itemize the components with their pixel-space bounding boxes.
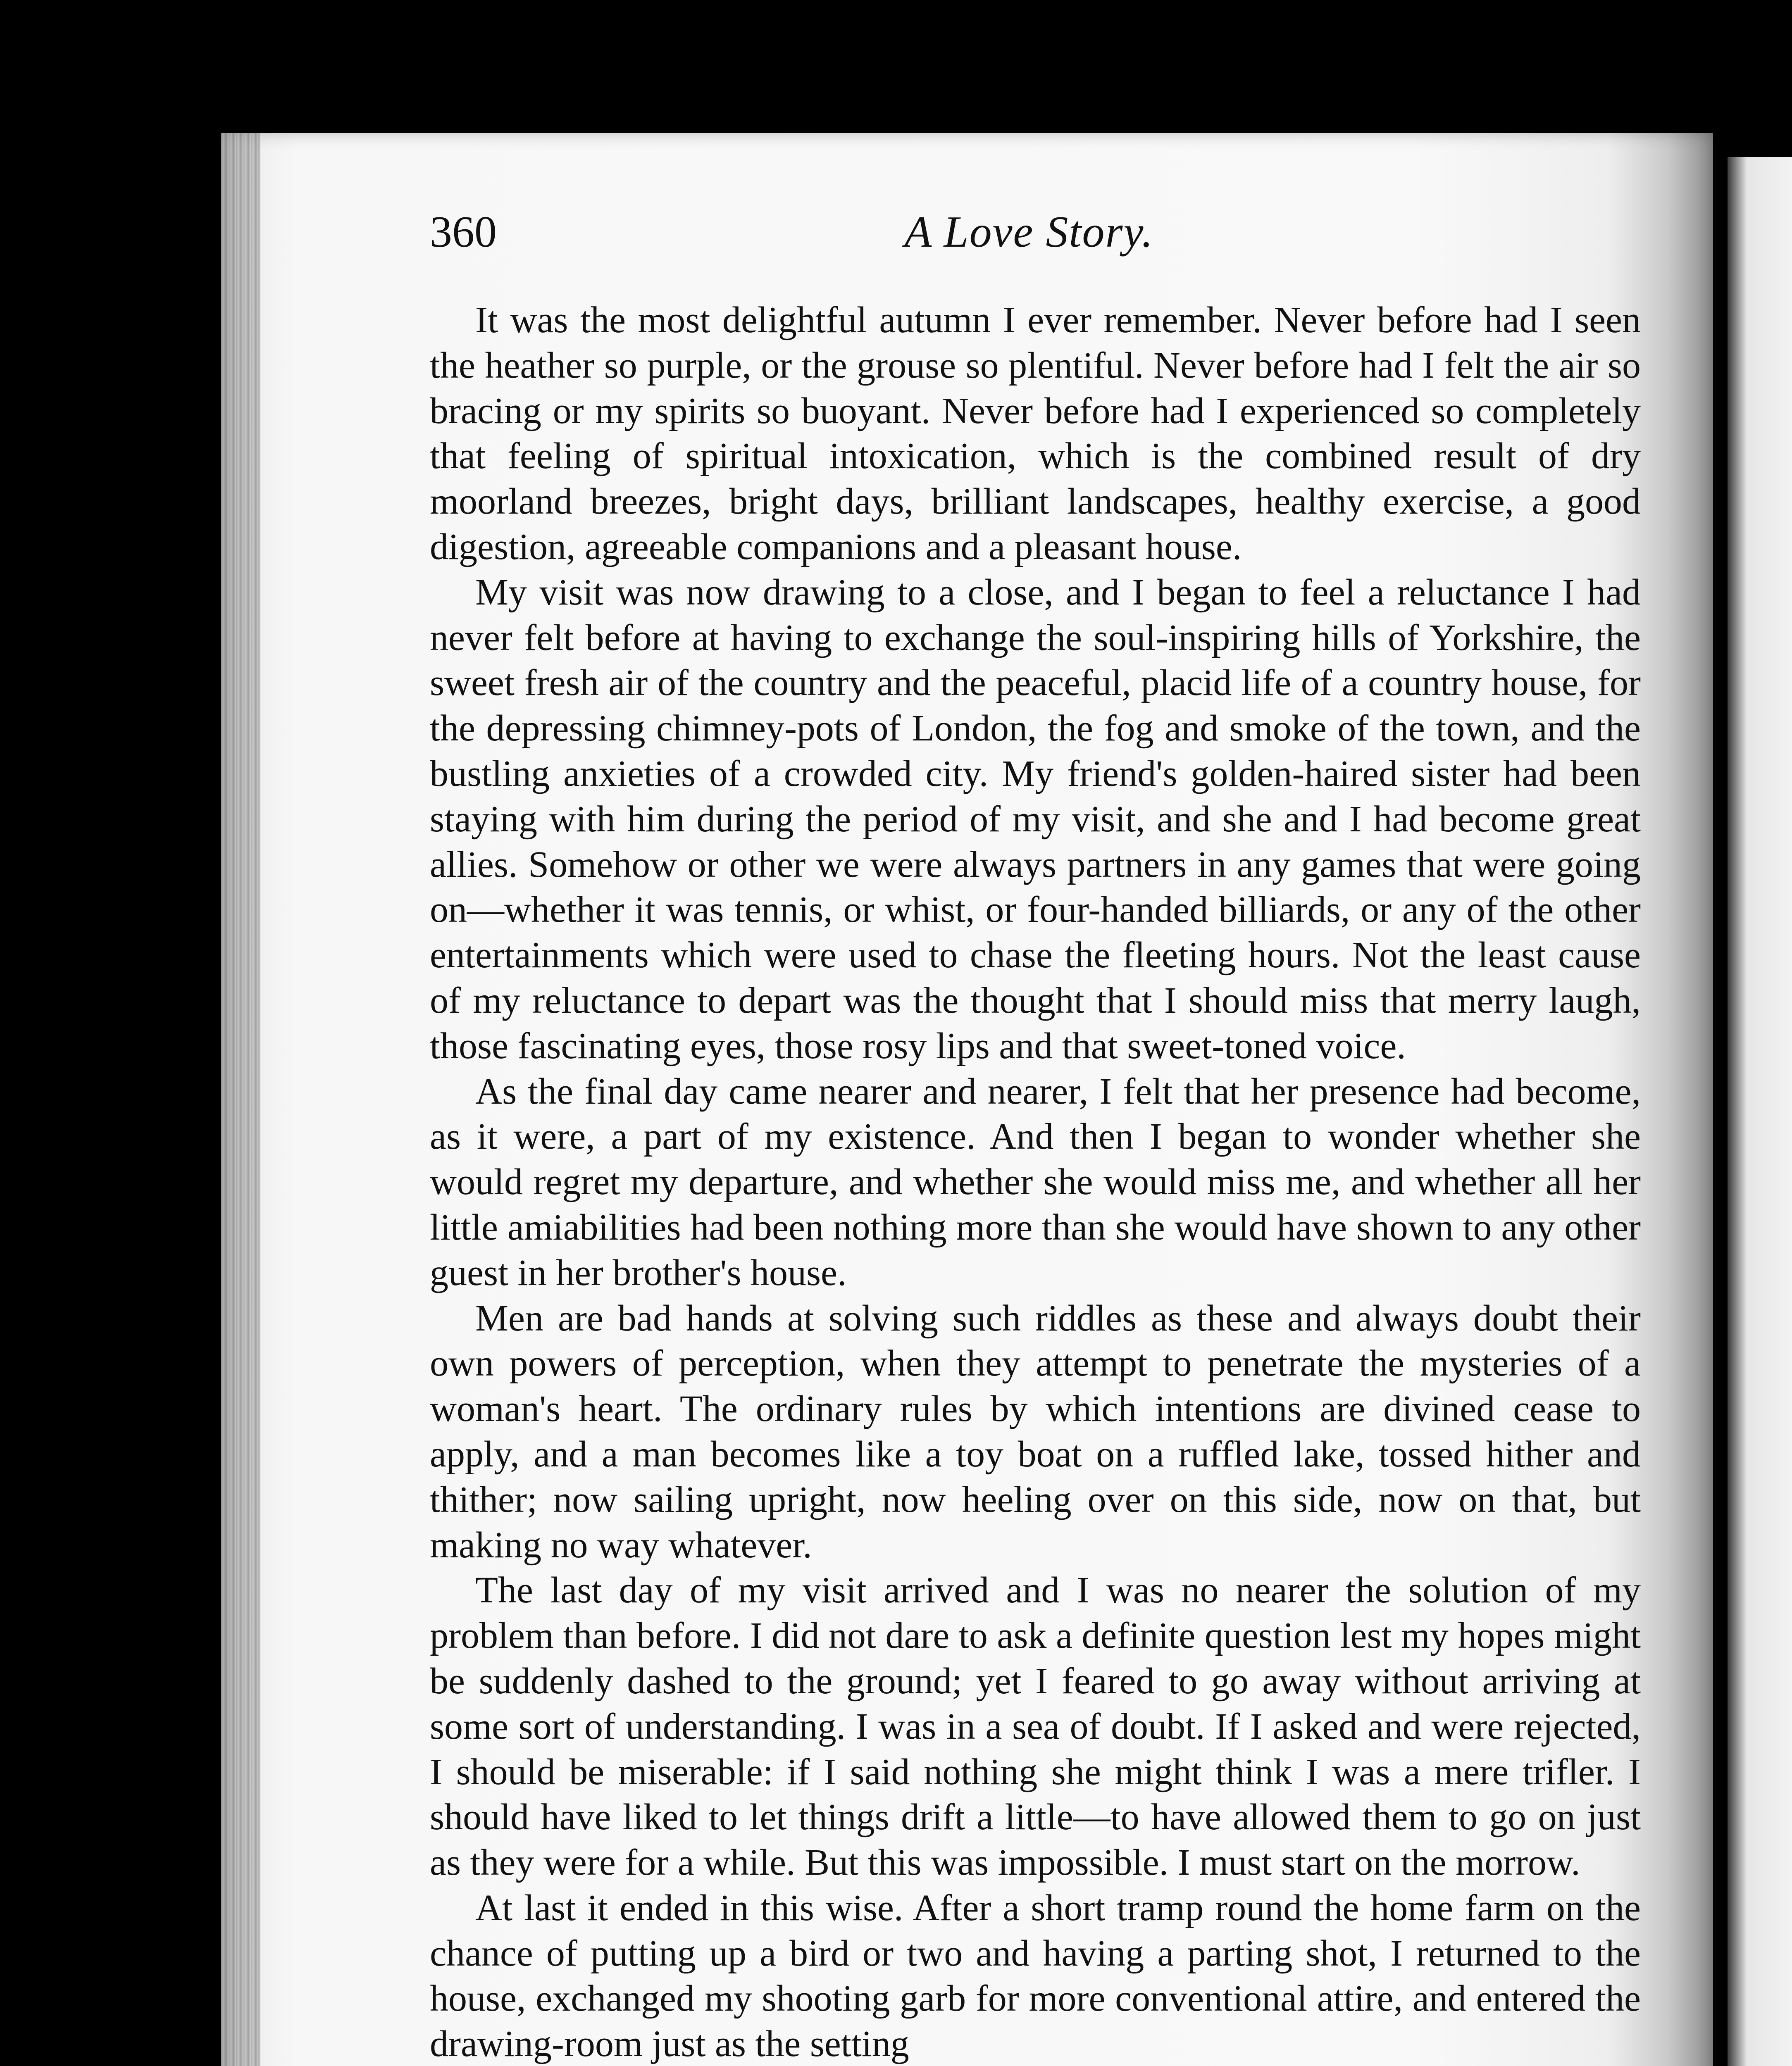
paragraph: Men are bad hands at solving such riddles as these and always doubt their own powers of perception, when they attempt to penetrate the mysteries of a woman's heart. The ordinary rules by which intentions are divined cease to apply, and a man becomes like a toy boat on a ruffled lake, tossed hither and thither; now sailing upright, now heeling over on this side, now on that, but making no way whatever. [430, 1297, 1641, 1566]
running-title: A Love Story. [904, 207, 1154, 257]
body-text [430, 298, 1641, 2066]
paragraph: The last day of my visit arrived and I was no nearer the solution of my problem than before. I did not dare to ask a definite question lest my hopes might be suddenly dashed to the ground; yet I feared to go away without arriving at some sort of understanding. I was in a sea of doubt. If I asked and were rejected, I should be miserable: if I said nothing she might think I was a mere trifler. I should have liked to let things drift a little—to have allowed them to go on just as they were for a while. But this was impossible. I must start on the morrow. [430, 1570, 1641, 1883]
page-number: 360 [430, 207, 497, 257]
paragraph: It was the most delightful autumn I ever remember. Never before had I seen the heather so purple, or the grouse so plentiful. Never before had I felt the air so bracing or my spirits so buoyant. Never before had I experienced so completely that feeling of spiritual intoxication, which is the combined result of dry moorland breezes, bright days, brilliant landscapes, healthy exercise, a good digestion, agreeable companions and a pleasant house. [430, 300, 1641, 567]
book-page [221, 133, 1713, 2066]
paragraph: My visit was now drawing to a close, and I began to feel a reluctance I had never felt before at having to exchange the soul-inspiring hills of Yorkshire, the sweet fresh air of the country and the peaceful, placid life of a country house, for the depressing chimney-pots of London, the fog and smoke of the town, and the bustling anxieties of a crowded city. My friend's golden-haired sister had been staying with him during the period of my visit, and she and I had become great allies. Somehow or other we were always partners in any games that were going on—whether it was tennis, or whist, or four-handed billiards, or any of the other entertainments which were used to chase the fleeting hours. Not the least cause of my reluctance to depart was the thought that I should miss that merry laugh, those fascinating eyes, those rosy lips and that sweet-toned voice. [430, 571, 1641, 1066]
adjacent-page-edge [1728, 157, 1792, 2066]
paragraph: At last it ended in this wise. After a short tramp round the home farm on the chance of putting up a bird or two and having a parting shot, I returned to the house, exchanged my shooting garb for more conventional attire, and entered the drawing-room just as the setting [430, 1887, 1641, 2065]
paragraph: As the final day came nearer and nearer, I felt that her presence had become, as it were, a part of my existence. And then I began to wonder whether she would regret my departure, and whether she would miss me, and whether all her little amiabilities had been nothing more than she would have shown to any other guest in her brother's house. [430, 1071, 1641, 1293]
page-gutter [221, 133, 260, 2066]
page-header [430, 201, 1628, 263]
